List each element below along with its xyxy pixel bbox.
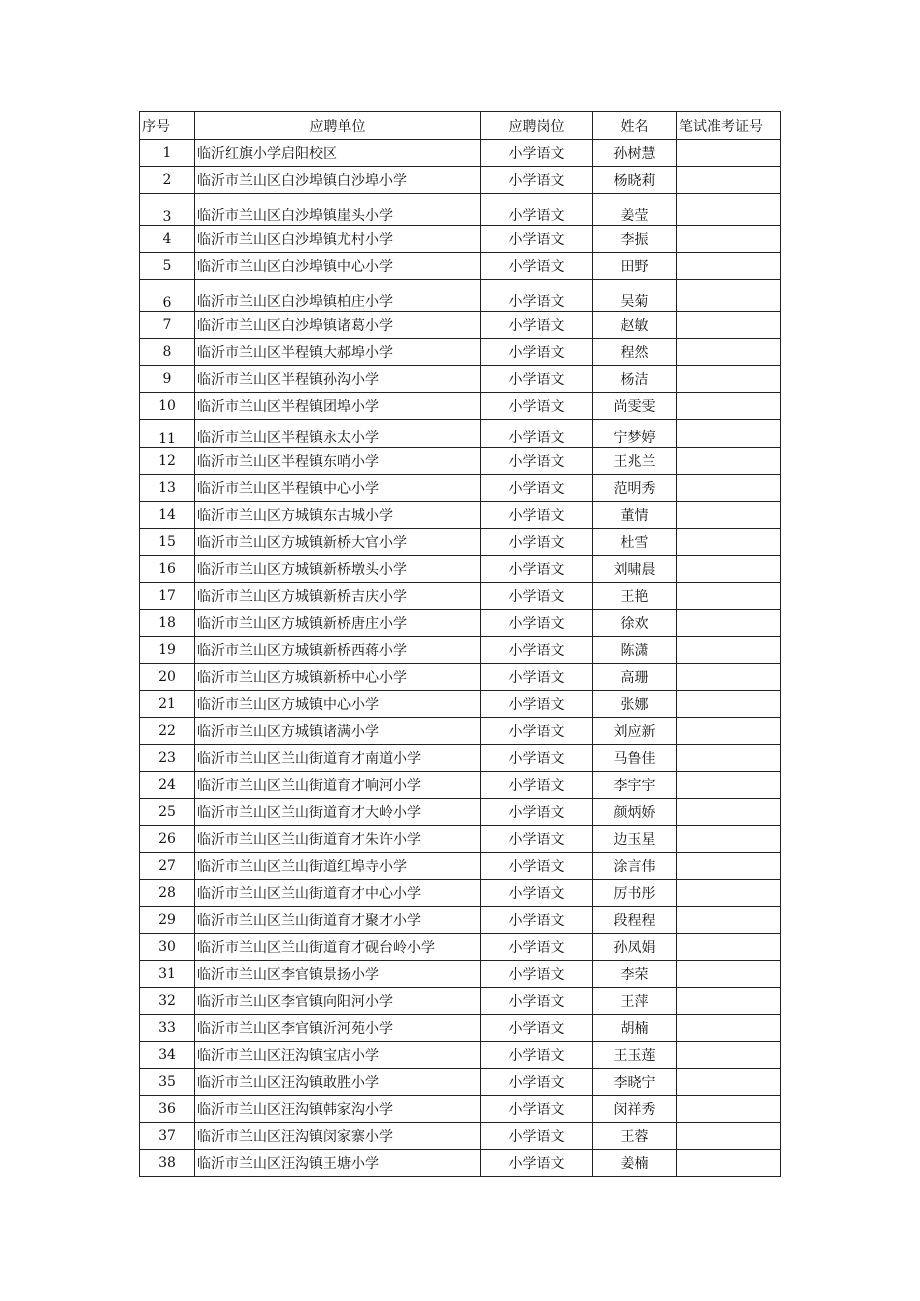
- school-name: 临沂市兰山区半程镇大郝埠小学: [195, 339, 481, 366]
- ticket-number: [677, 556, 781, 583]
- ticket-number: [677, 253, 781, 280]
- applicant-name: 高珊: [593, 664, 677, 691]
- applicant-name: 吴菊: [593, 280, 677, 312]
- position-name: 小学语文: [481, 718, 593, 745]
- school-name: 临沂市兰山区白沙埠镇诸葛小学: [195, 312, 481, 339]
- position-name: 小学语文: [481, 826, 593, 853]
- applicant-name: 王兆兰: [593, 448, 677, 475]
- school-name: 临沂市兰山区汪沟镇韩家沟小学: [195, 1096, 481, 1123]
- row-number: 25: [140, 799, 195, 826]
- school-name: 临沂市兰山区汪沟镇宝店小学: [195, 1042, 481, 1069]
- position-name: 小学语文: [481, 1123, 593, 1150]
- position-name: 小学语文: [481, 880, 593, 907]
- ticket-number: [677, 226, 781, 253]
- ticket-number: [677, 610, 781, 637]
- applicant-name: 孙树慧: [593, 140, 677, 167]
- applicant-name: 姜楠: [593, 1150, 677, 1177]
- ticket-number: [677, 1150, 781, 1177]
- position-name: 小学语文: [481, 194, 593, 226]
- ticket-number: [677, 880, 781, 907]
- row-number: 26: [140, 826, 195, 853]
- position-name: 小学语文: [481, 280, 593, 312]
- ticket-number: [677, 448, 781, 475]
- table-row: [140, 880, 781, 907]
- table-row: [140, 194, 781, 226]
- position-name: 小学语文: [481, 907, 593, 934]
- school-name: 临沂市兰山区方城镇东古城小学: [195, 502, 481, 529]
- position-name: 小学语文: [481, 772, 593, 799]
- school-name: 临沂市兰山区兰山街道育才中心小学: [195, 880, 481, 907]
- applicant-name: 董情: [593, 502, 677, 529]
- table-row: [140, 529, 781, 556]
- row-number: 6: [140, 280, 195, 312]
- school-name: 临沂市兰山区汪沟镇王塘小学: [195, 1150, 481, 1177]
- ticket-number: [677, 826, 781, 853]
- ticket-number: [677, 312, 781, 339]
- table-row: [140, 691, 781, 718]
- table-row: [140, 988, 781, 1015]
- ticket-number: [677, 393, 781, 420]
- row-number: 2: [140, 167, 195, 194]
- position-name: 小学语文: [481, 664, 593, 691]
- row-number: 12: [140, 448, 195, 475]
- position-name: 小学语文: [481, 253, 593, 280]
- ticket-number: [677, 745, 781, 772]
- school-name: 临沂市兰山区方城镇新桥中心小学: [195, 664, 481, 691]
- header-unit: 应聘单位: [195, 112, 481, 140]
- ticket-number: [677, 961, 781, 988]
- applicant-name: 王萍: [593, 988, 677, 1015]
- table-row: [140, 664, 781, 691]
- applicant-name: 尚雯雯: [593, 393, 677, 420]
- position-name: 小学语文: [481, 556, 593, 583]
- ticket-number: [677, 1096, 781, 1123]
- applicant-name: 宁梦婷: [593, 420, 677, 448]
- row-number: 23: [140, 745, 195, 772]
- row-number: 30: [140, 934, 195, 961]
- ticket-number: [677, 853, 781, 880]
- applicant-name: 李振: [593, 226, 677, 253]
- table-row: [140, 772, 781, 799]
- school-name: 临沂市兰山区兰山街道育才大岭小学: [195, 799, 481, 826]
- header-position: 应聘岗位: [481, 112, 593, 140]
- ticket-number: [677, 529, 781, 556]
- position-name: 小学语文: [481, 420, 593, 448]
- position-name: 小学语文: [481, 312, 593, 339]
- ticket-number: [677, 664, 781, 691]
- ticket-number: [677, 1069, 781, 1096]
- applicant-name: 胡楠: [593, 1015, 677, 1042]
- header-name: 姓名: [593, 112, 677, 140]
- ticket-number: [677, 718, 781, 745]
- roster-table: [139, 111, 781, 1177]
- applicant-name: 杜雪: [593, 529, 677, 556]
- position-name: 小学语文: [481, 529, 593, 556]
- position-name: 小学语文: [481, 583, 593, 610]
- applicant-name: 田野: [593, 253, 677, 280]
- position-name: 小学语文: [481, 167, 593, 194]
- table-row: [140, 853, 781, 880]
- school-name: 临沂市兰山区汪沟镇闵家寨小学: [195, 1123, 481, 1150]
- row-number: 16: [140, 556, 195, 583]
- school-name: 临沂市兰山区兰山街道育才响河小学: [195, 772, 481, 799]
- table-row: [140, 826, 781, 853]
- ticket-number: [677, 934, 781, 961]
- ticket-number: [677, 366, 781, 393]
- table-row: [140, 1042, 781, 1069]
- applicant-name: 孙凤娟: [593, 934, 677, 961]
- ticket-number: [677, 1123, 781, 1150]
- table-row: [140, 1150, 781, 1177]
- position-name: 小学语文: [481, 1042, 593, 1069]
- applicant-name: 李宇宇: [593, 772, 677, 799]
- position-name: 小学语文: [481, 745, 593, 772]
- school-name: 临沂市兰山区白沙埠镇尤村小学: [195, 226, 481, 253]
- applicant-name: 张娜: [593, 691, 677, 718]
- row-number: 19: [140, 637, 195, 664]
- position-name: 小学语文: [481, 502, 593, 529]
- applicant-name: 程然: [593, 339, 677, 366]
- table-body: [140, 140, 781, 1177]
- row-number: 34: [140, 1042, 195, 1069]
- row-number: 8: [140, 339, 195, 366]
- position-name: 小学语文: [481, 393, 593, 420]
- ticket-number: [677, 420, 781, 448]
- ticket-number: [677, 1042, 781, 1069]
- table-row: [140, 799, 781, 826]
- row-number: 7: [140, 312, 195, 339]
- school-name: 临沂市兰山区李官镇景扬小学: [195, 961, 481, 988]
- position-name: 小学语文: [481, 799, 593, 826]
- row-number: 22: [140, 718, 195, 745]
- table-row: [140, 140, 781, 167]
- table-row: [140, 1015, 781, 1042]
- applicant-name: 杨洁: [593, 366, 677, 393]
- ticket-number: [677, 339, 781, 366]
- table-row: [140, 961, 781, 988]
- ticket-number: [677, 988, 781, 1015]
- applicant-name: 李荣: [593, 961, 677, 988]
- applicant-name: 王玉莲: [593, 1042, 677, 1069]
- position-name: 小学语文: [481, 637, 593, 664]
- table-row: [140, 583, 781, 610]
- position-name: 小学语文: [481, 610, 593, 637]
- position-name: 小学语文: [481, 475, 593, 502]
- school-name: 临沂市兰山区方城镇新桥大官小学: [195, 529, 481, 556]
- table-row: [140, 226, 781, 253]
- table-row: [140, 475, 781, 502]
- applicant-name: 范明秀: [593, 475, 677, 502]
- school-name: 临沂市兰山区白沙埠镇白沙埠小学: [195, 167, 481, 194]
- row-number: 28: [140, 880, 195, 907]
- table-row: [140, 339, 781, 366]
- position-name: 小学语文: [481, 1096, 593, 1123]
- applicant-name: 刘啸晨: [593, 556, 677, 583]
- ticket-number: [677, 280, 781, 312]
- school-name: 临沂市兰山区方城镇新桥西蒋小学: [195, 637, 481, 664]
- row-number: 17: [140, 583, 195, 610]
- school-name: 临沂市兰山区方城镇诸满小学: [195, 718, 481, 745]
- position-name: 小学语文: [481, 1015, 593, 1042]
- school-name: 临沂市兰山区李官镇向阳河小学: [195, 988, 481, 1015]
- ticket-number: [677, 502, 781, 529]
- table-row: [140, 1069, 781, 1096]
- table-row: [140, 420, 781, 448]
- applicant-name: 赵敏: [593, 312, 677, 339]
- applicant-name: 陈潇: [593, 637, 677, 664]
- applicant-name: 姜莹: [593, 194, 677, 226]
- row-number: 27: [140, 853, 195, 880]
- applicant-name: 闵祥秀: [593, 1096, 677, 1123]
- table-row: [140, 393, 781, 420]
- table-row: [140, 502, 781, 529]
- row-number: 11: [140, 420, 195, 448]
- school-name: 临沂市兰山区白沙埠镇中心小学: [195, 253, 481, 280]
- ticket-number: [677, 583, 781, 610]
- school-name: 临沂市兰山区方城镇中心小学: [195, 691, 481, 718]
- table-row: [140, 907, 781, 934]
- row-number: 31: [140, 961, 195, 988]
- row-number: 37: [140, 1123, 195, 1150]
- applicant-name: 杨晓莉: [593, 167, 677, 194]
- school-name: 临沂市兰山区兰山街道育才砚台岭小学: [195, 934, 481, 961]
- ticket-number: [677, 194, 781, 226]
- ticket-number: [677, 799, 781, 826]
- row-number: 14: [140, 502, 195, 529]
- table-row: [140, 610, 781, 637]
- school-name: 临沂市兰山区半程镇团埠小学: [195, 393, 481, 420]
- ticket-number: [677, 691, 781, 718]
- applicant-name: 马鲁佳: [593, 745, 677, 772]
- position-name: 小学语文: [481, 934, 593, 961]
- table-row: [140, 1123, 781, 1150]
- row-number: 15: [140, 529, 195, 556]
- school-name: 临沂市兰山区白沙埠镇柏庄小学: [195, 280, 481, 312]
- school-name: 临沂市兰山区半程镇中心小学: [195, 475, 481, 502]
- applicant-name: 徐欢: [593, 610, 677, 637]
- table-row: [140, 934, 781, 961]
- ticket-number: [677, 772, 781, 799]
- table-row: [140, 312, 781, 339]
- table-row: [140, 366, 781, 393]
- row-number: 5: [140, 253, 195, 280]
- school-name: 临沂市兰山区兰山街道红埠寺小学: [195, 853, 481, 880]
- applicant-name: 刘应新: [593, 718, 677, 745]
- position-name: 小学语文: [481, 366, 593, 393]
- applicant-name: 边玉星: [593, 826, 677, 853]
- school-name: 临沂红旗小学启阳校区: [195, 140, 481, 167]
- row-number: 21: [140, 691, 195, 718]
- row-number: 4: [140, 226, 195, 253]
- position-name: 小学语文: [481, 1069, 593, 1096]
- table-row: [140, 253, 781, 280]
- row-number: 24: [140, 772, 195, 799]
- row-number: 36: [140, 1096, 195, 1123]
- table-header: [140, 112, 781, 140]
- table-row: [140, 167, 781, 194]
- header-row: [140, 112, 781, 140]
- table-row: [140, 637, 781, 664]
- table-row: [140, 448, 781, 475]
- school-name: 临沂市兰山区半程镇永太小学: [195, 420, 481, 448]
- position-name: 小学语文: [481, 339, 593, 366]
- school-name: 临沂市兰山区半程镇东哨小学: [195, 448, 481, 475]
- position-name: 小学语文: [481, 961, 593, 988]
- applicant-name: 李晓宁: [593, 1069, 677, 1096]
- applicant-name: 王艳: [593, 583, 677, 610]
- row-number: 1: [140, 140, 195, 167]
- school-name: 临沂市兰山区方城镇新桥唐庄小学: [195, 610, 481, 637]
- row-number: 18: [140, 610, 195, 637]
- row-number: 35: [140, 1069, 195, 1096]
- row-number: 10: [140, 393, 195, 420]
- ticket-number: [677, 907, 781, 934]
- row-number: 9: [140, 366, 195, 393]
- school-name: 临沂市兰山区半程镇孙沟小学: [195, 366, 481, 393]
- ticket-number: [677, 1015, 781, 1042]
- position-name: 小学语文: [481, 1150, 593, 1177]
- position-name: 小学语文: [481, 226, 593, 253]
- table-row: [140, 1096, 781, 1123]
- applicant-name: 段程程: [593, 907, 677, 934]
- ticket-number: [677, 167, 781, 194]
- ticket-number: [677, 475, 781, 502]
- row-number: 38: [140, 1150, 195, 1177]
- school-name: 临沂市兰山区方城镇新桥墩头小学: [195, 556, 481, 583]
- applicant-name: 厉书彤: [593, 880, 677, 907]
- position-name: 小学语文: [481, 448, 593, 475]
- position-name: 小学语文: [481, 988, 593, 1015]
- position-name: 小学语文: [481, 140, 593, 167]
- applicant-name: 涂言伟: [593, 853, 677, 880]
- row-number: 33: [140, 1015, 195, 1042]
- applicant-name: 颜炳娇: [593, 799, 677, 826]
- table-row: [140, 718, 781, 745]
- school-name: 临沂市兰山区兰山街道育才南道小学: [195, 745, 481, 772]
- row-number: 20: [140, 664, 195, 691]
- header-ticket: 笔试准考证号: [677, 112, 781, 140]
- table-row: [140, 556, 781, 583]
- school-name: 临沂市兰山区兰山街道育才聚才小学: [195, 907, 481, 934]
- applicant-name: 王蓉: [593, 1123, 677, 1150]
- row-number: 13: [140, 475, 195, 502]
- position-name: 小学语文: [481, 853, 593, 880]
- school-name: 临沂市兰山区方城镇新桥吉庆小学: [195, 583, 481, 610]
- ticket-number: [677, 140, 781, 167]
- header-seq: 序号: [140, 112, 195, 140]
- table-row: [140, 280, 781, 312]
- school-name: 临沂市兰山区李官镇沂河苑小学: [195, 1015, 481, 1042]
- school-name: 临沂市兰山区兰山街道育才朱许小学: [195, 826, 481, 853]
- ticket-number: [677, 637, 781, 664]
- row-number: 3: [140, 194, 195, 226]
- table-row: [140, 745, 781, 772]
- school-name: 临沂市兰山区白沙埠镇崖头小学: [195, 194, 481, 226]
- school-name: 临沂市兰山区汪沟镇敢胜小学: [195, 1069, 481, 1096]
- row-number: 32: [140, 988, 195, 1015]
- position-name: 小学语文: [481, 691, 593, 718]
- row-number: 29: [140, 907, 195, 934]
